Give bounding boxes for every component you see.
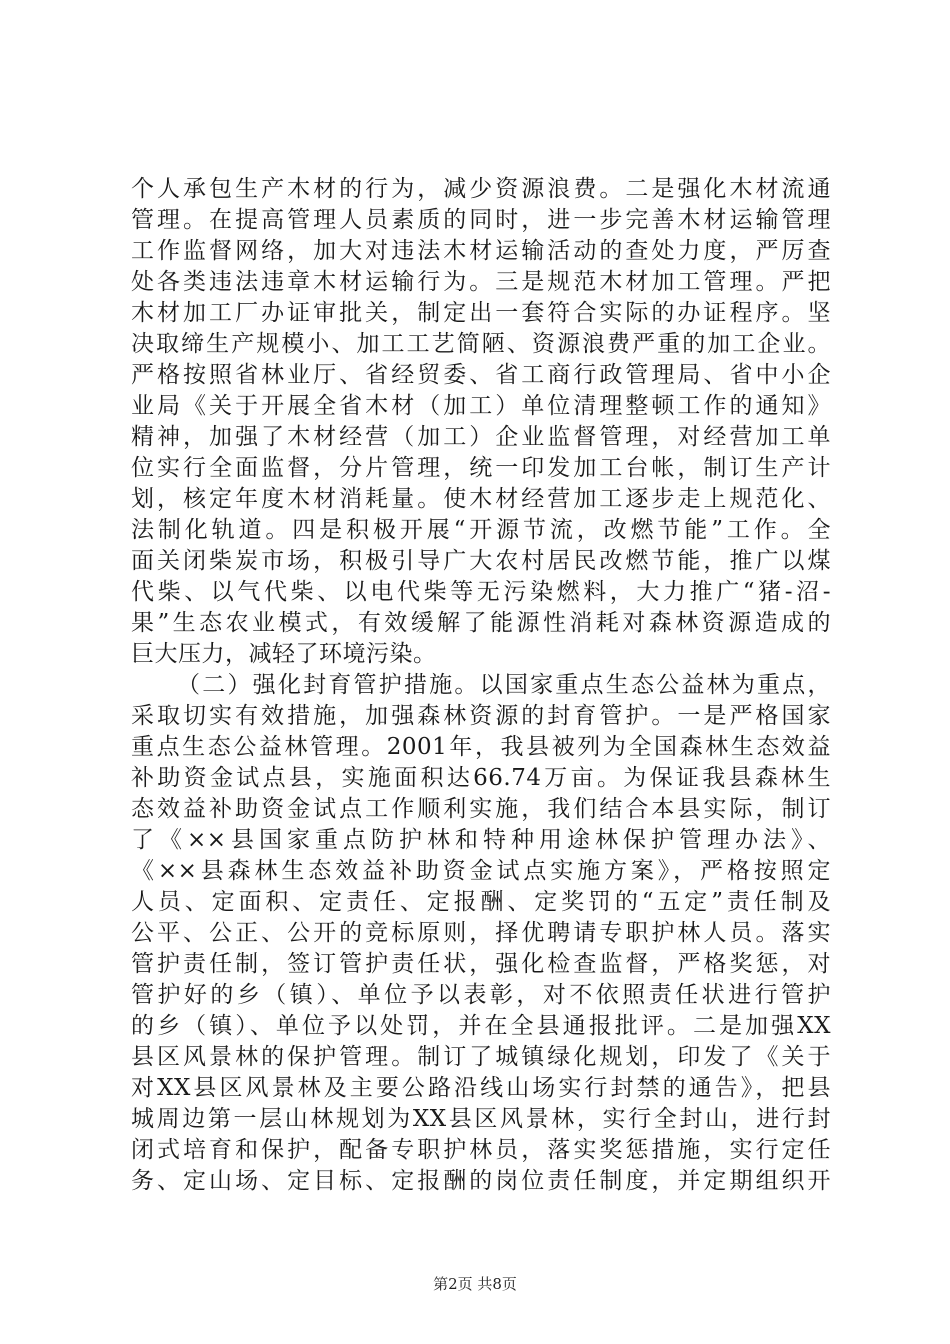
text-line: 的乡（镇）、单位予以处罚，并在全县通报批评。二是加强XX [131, 1013, 831, 1039]
text-line: 业局《关于开展全省木材（加工）单位清理整顿工作的通知》 [131, 393, 831, 419]
text-line: 《××县森林生态效益补助资金试点实施方案》，严格按照定 [131, 858, 831, 884]
text-line: 管理。在提高管理人员素质的同时，进一步完善木材运输管理 [131, 207, 831, 233]
text-line: 巨大压力，减轻了环境污染。 [131, 641, 437, 667]
text-line: 城周边第一层山林规划为XX县区风景林，实行全封山，进行封 [131, 1106, 831, 1132]
text-line: 个人承包生产木材的行为，减少资源浪费。二是强化木材流通 [131, 176, 831, 202]
text-line: 县区风景林的保护管理。制订了城镇绿化规划，印发了《关于 [131, 1044, 831, 1070]
text-line: 态效益补助资金试点工作顺利实施，我们结合本县实际，制订 [131, 796, 831, 822]
paragraph-start-line: （二）强化封育管护措施。以国家重点生态公益林为重点， [177, 672, 831, 698]
text-line: 采取切实有效措施，加强森林资源的封育管护。一是严格国家 [131, 703, 831, 729]
text-line: 公平、公正、公开的竞标原则，择优聘请专职护林人员。落实 [131, 920, 831, 946]
text-line: 面关闭柴炭市场，积极引导广大农村居民改燃节能，推广以煤 [131, 548, 831, 574]
text-line: 严格按照省林业厅、省经贸委、省工商行政管理局、省中小企 [131, 362, 831, 388]
text-line: 重点生态公益林管理。2001年，我县被列为全国森林生态效益 [131, 734, 831, 760]
text-line: 果”生态农业模式，有效缓解了能源性消耗对森林资源造成的 [131, 610, 831, 636]
text-line: 划，核定年度木材消耗量。使木材经营加工逐步走上规范化、 [131, 486, 831, 512]
text-line: 务、定山场、定目标、定报酬的岗位责任制度，并定期组织开 [131, 1168, 831, 1194]
text-line: 精神，加强了木材经营（加工）企业监督管理，对经营加工单 [131, 424, 831, 450]
text-line: 补助资金试点县，实施面积达66.74万亩。为保证我县森林生 [131, 765, 831, 791]
text-line: 代柴、以气代柴、以电代柴等无污染燃料，大力推广“猪-沼- [131, 579, 831, 605]
text-line: 位实行全面监督，分片管理，统一印发加工台帐，制订生产计 [131, 455, 831, 481]
text-line: 工作监督网络，加大对违法木材运输活动的查处力度，严厉查 [131, 238, 831, 264]
text-line: 处各类违法违章木材运输行为。三是规范木材加工管理。严把 [131, 269, 831, 295]
text-line: 管护好的乡（镇）、单位予以表彰，对不依照责任状进行管护 [131, 982, 831, 1008]
text-line: 木材加工厂办证审批关，制定出一套符合实际的办证程序。坚 [131, 300, 831, 326]
text-line: 闭式培育和保护，配备专职护林员，落实奖惩措施，实行定任 [131, 1137, 831, 1163]
text-line: 管护责任制，签订管护责任状，强化检查监督，严格奖惩，对 [131, 951, 831, 977]
text-line: 对XX县区风景林及主要公路沿线山场实行封禁的通告》，把县 [131, 1075, 831, 1101]
text-line: 人员、定面积、定责任、定报酬、定奖罚的“五定”责任制及 [131, 889, 831, 915]
text-line: 法制化轨道。四是积极开展“开源节流，改燃节能”工作。全 [131, 517, 831, 543]
page-number-footer: 第2页 共8页 [433, 1275, 517, 1293]
body-text [131, 174, 831, 1197]
text-line: 了《××县国家重点防护林和特种用途林保护管理办法》、 [131, 827, 831, 853]
text-line: 决取缔生产规模小、加工工艺简陋、资源浪费严重的加工企业。 [131, 331, 831, 357]
